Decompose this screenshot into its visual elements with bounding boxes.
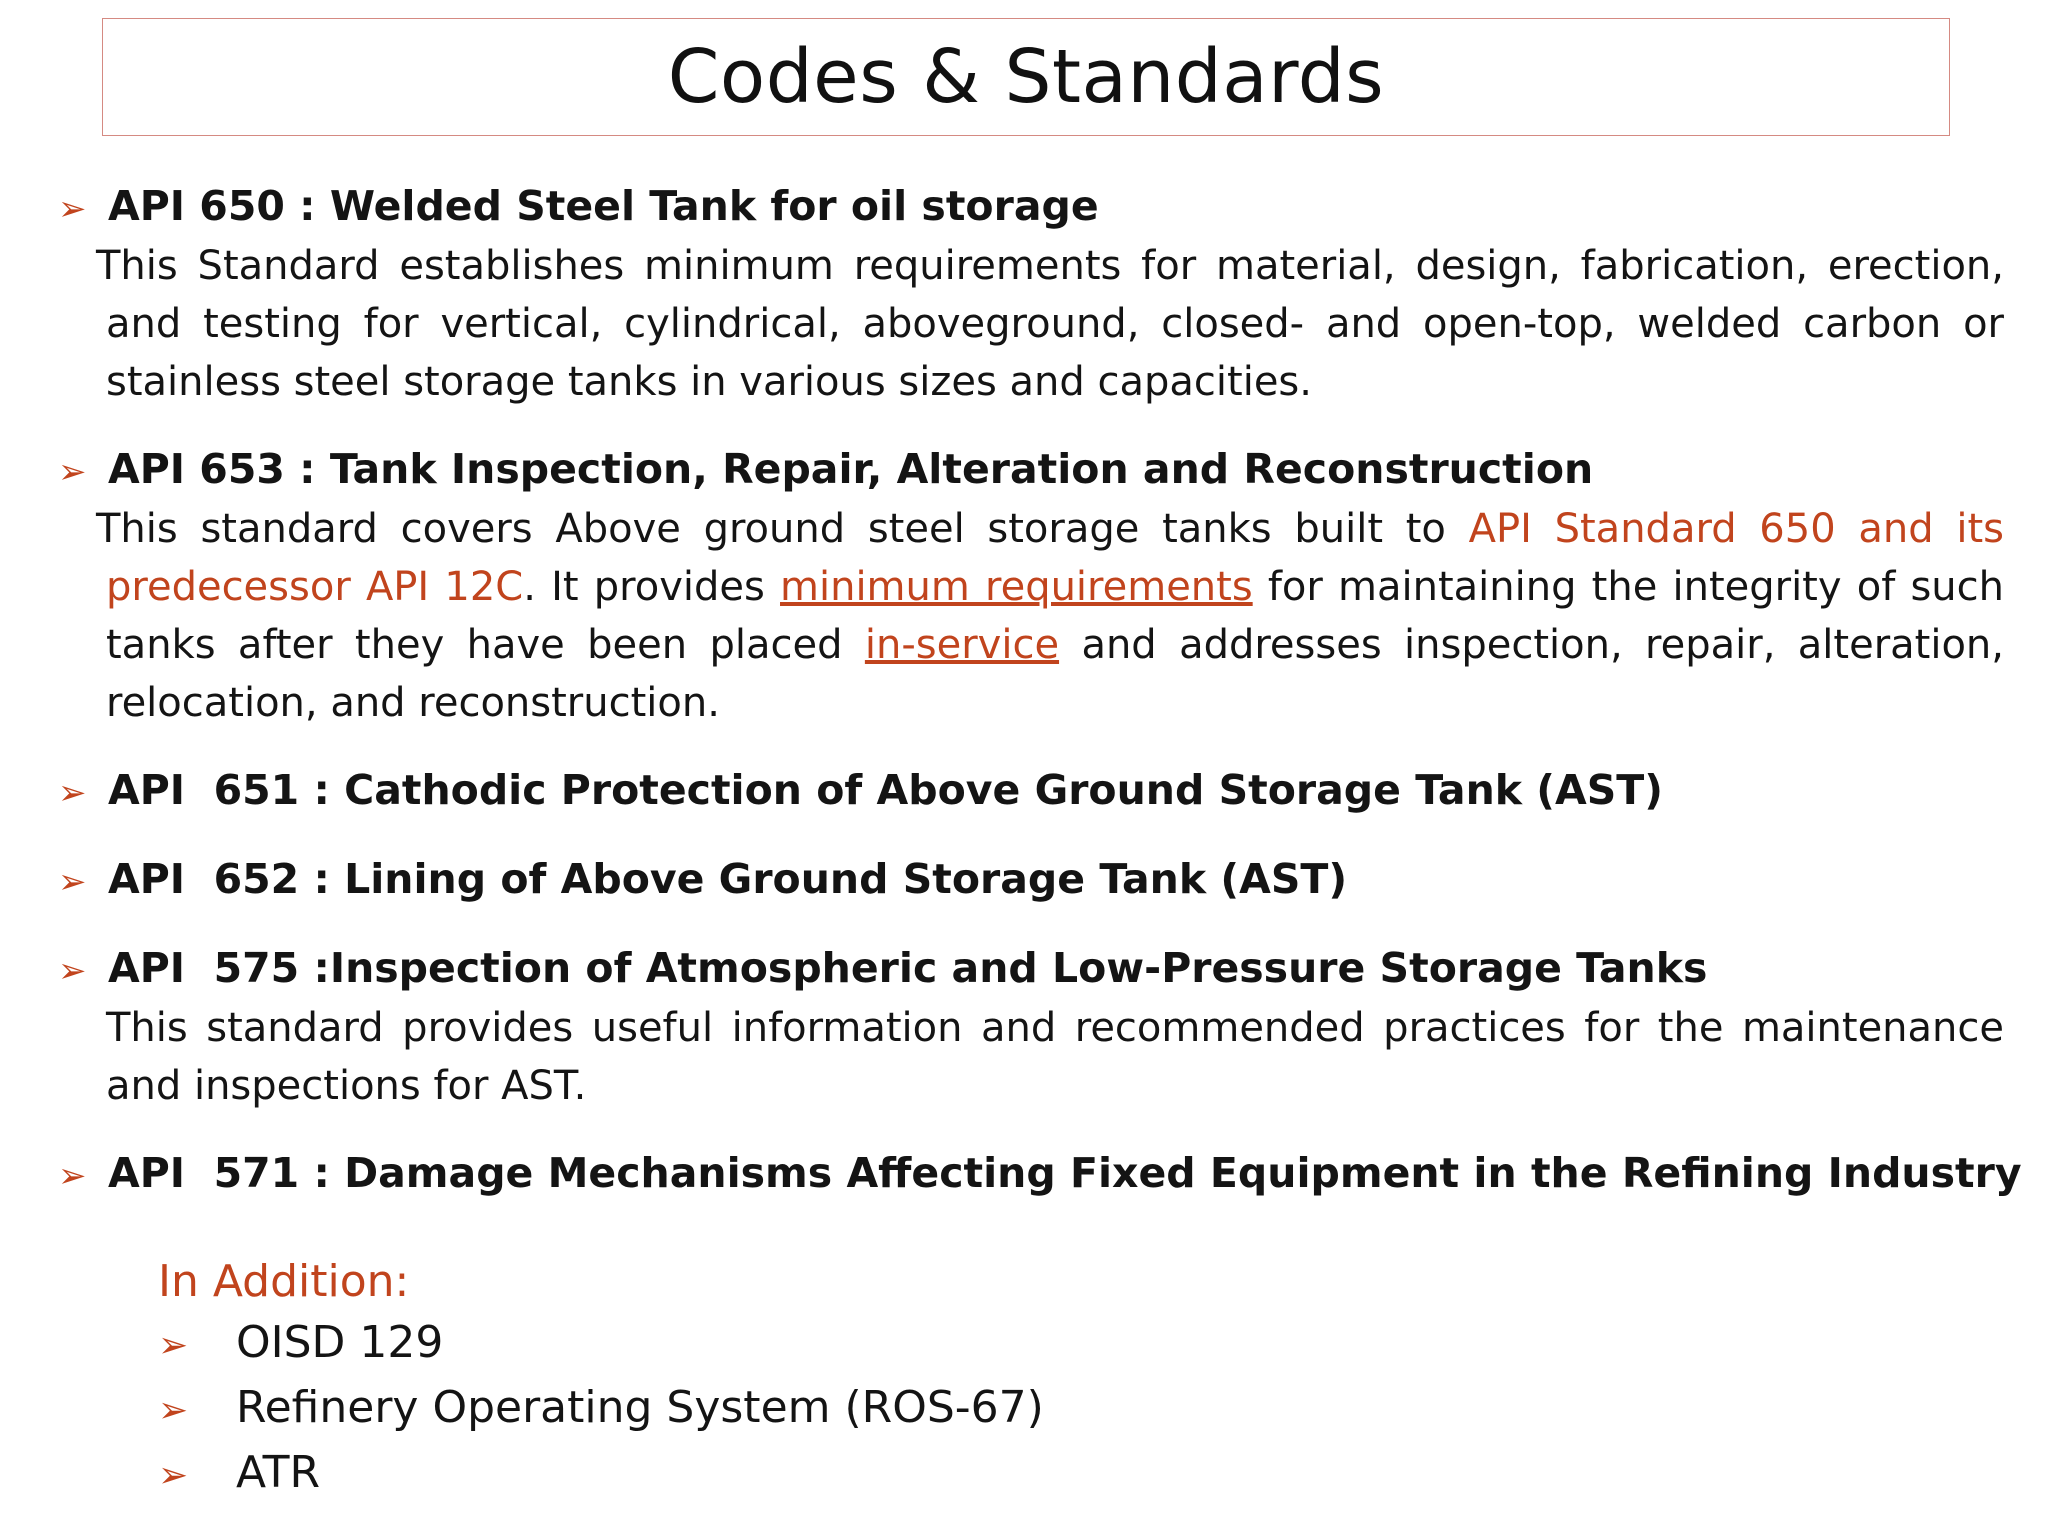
highlighted-text: API Standard 650 and its predecessor API 12C <box>106 506 2004 610</box>
section-api-575 <box>58 940 2004 1115</box>
arrow-bullet-icon: ➢ <box>158 1455 189 1496</box>
text-run: . It provides <box>523 564 781 610</box>
addition-item-label: Refinery Operating System (ROS-67) <box>236 1382 1044 1433</box>
in-service-link[interactable]: in-service <box>864 622 1060 668</box>
section-description: This Standard establishes minimum requirements for material, design, fabrication, erection, and testing for vertical, cylindrical, aboveground, closed- and open-top, welded carbon or stainless steel storage tanks in various sizes and capacities. <box>96 243 2004 405</box>
addition-item-label: OISD 129 <box>236 1317 444 1368</box>
section-heading <box>58 940 2004 999</box>
addition-block <box>158 1252 1044 1507</box>
arrow-bullet-icon: ➢ <box>58 862 87 902</box>
addition-item <box>158 1312 1044 1377</box>
standards-list <box>58 178 2022 1234</box>
section-api-650 <box>58 178 2004 411</box>
addition-item <box>158 1442 1044 1507</box>
section-heading <box>58 1145 2022 1204</box>
title-box <box>102 18 1950 136</box>
heading-text: API 652 : Lining of Above Ground Storage Tank (AST) <box>108 855 1348 903</box>
text-run: This standard covers Above ground steel storage tanks built to <box>96 506 1469 552</box>
section-description <box>58 500 2004 732</box>
arrow-bullet-icon: ➢ <box>58 773 87 813</box>
section-heading <box>58 441 2004 500</box>
text-run: for maintaining the integrity of such tanks after they have been placed <box>106 564 2004 668</box>
section-heading <box>58 178 2004 237</box>
addition-item <box>158 1377 1044 1442</box>
arrow-bullet-icon: ➢ <box>158 1390 189 1431</box>
heading-text: API 650 : Welded Steel Tank for oil storage <box>108 182 1099 230</box>
arrow-bullet-icon: ➢ <box>58 452 87 492</box>
section-api-651 <box>58 762 2004 821</box>
minimum-requirements-link[interactable]: minimum requirements <box>780 564 1253 610</box>
section-api-571 <box>58 1145 2022 1204</box>
arrow-bullet-icon: ➢ <box>58 1156 87 1196</box>
heading-text: API 571 : Damage Mechanisms Affecting Fixed Equipment in the Refining Industry <box>108 1149 2022 1197</box>
heading-text: API 651 : Cathodic Protection of Above Ground Storage Tank (AST) <box>108 766 1663 814</box>
addition-item-label: ATR <box>236 1447 321 1498</box>
section-api-653 <box>58 441 2004 732</box>
section-heading <box>58 762 2004 821</box>
heading-text: API 575 :Inspection of Atmospheric and Low-Pressure Storage Tanks <box>108 944 1708 992</box>
arrow-bullet-icon: ➢ <box>158 1325 189 1366</box>
section-api-652 <box>58 851 2004 910</box>
section-description: This standard provides useful information and recommended practices for the maintenance and inspections for AST. <box>106 1005 2004 1109</box>
arrow-bullet-icon: ➢ <box>58 189 87 229</box>
page-title: Codes & Standards <box>667 34 1385 120</box>
arrow-bullet-icon: ➢ <box>58 951 87 991</box>
addition-title: In Addition: <box>158 1256 410 1307</box>
section-heading <box>58 851 2004 910</box>
heading-text: API 653 : Tank Inspection, Repair, Alteration and Reconstruction <box>108 445 1594 493</box>
text-run: and addresses inspection, repair, alteration, relocation, and reconstruction. <box>106 622 2004 726</box>
